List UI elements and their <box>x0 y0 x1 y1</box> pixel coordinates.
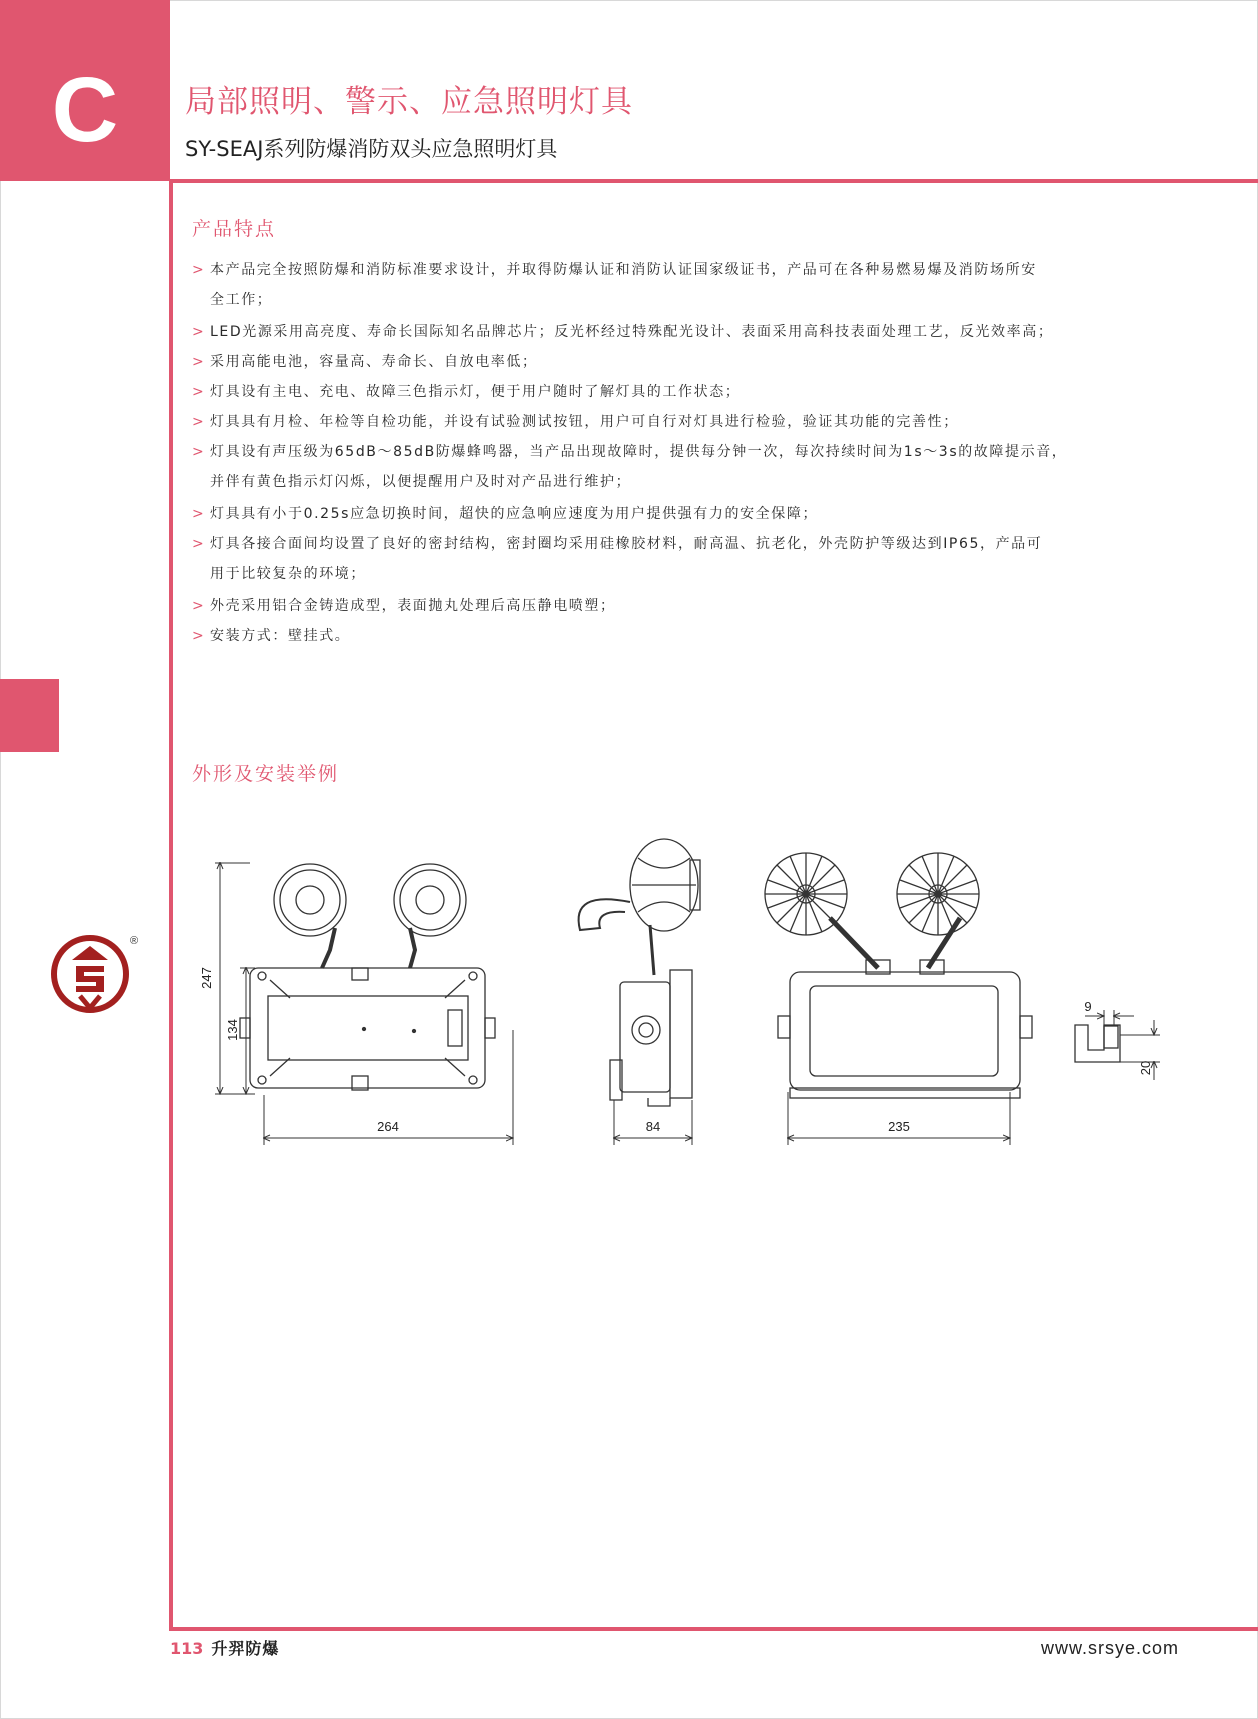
list-marker: > <box>192 354 206 370</box>
list-marker: > <box>192 324 206 340</box>
list-marker: > <box>192 262 206 278</box>
page-title: 局部照明、警示、应急照明灯具 <box>185 84 633 120</box>
section-tab-block <box>0 0 170 181</box>
feature-text: 外壳采用铝合金铸造成型，表面抛丸处理后高压静电喷塑； <box>210 598 616 614</box>
company-logo <box>50 932 140 1014</box>
feature-text: 灯具具有月检、年检等自检功能，并设有试验测试按钮，用户可自行对灯具进行检验，验证其功能的完善性； <box>210 414 959 430</box>
installation-heading: 外形及安装举例 <box>192 763 340 785</box>
page-footer <box>170 1637 279 1661</box>
feature-text: 安装方式：壁挂式。 <box>210 628 351 644</box>
page-subtitle: SY-SEAJ系列防爆消防双头应急照明灯具 <box>185 137 558 161</box>
footer-website[interactable]: www.srsye.com <box>1040 1638 1179 1658</box>
footer-divider <box>170 1627 1258 1631</box>
dim-bracket-width: 9 <box>1084 999 1092 1014</box>
features-list <box>192 255 1192 651</box>
dim-side-width: 84 <box>645 1119 661 1134</box>
front-view <box>240 864 495 1090</box>
front-housing <box>250 968 485 1088</box>
list-marker: > <box>192 414 206 430</box>
feature-text: LED光源采用高亮度、寿命长国际知名品牌芯片；反光杯经过特殊配光设计、表面采用高科技表面处理工艺，反光效率高； <box>210 324 1054 340</box>
logo-roof <box>72 946 108 960</box>
list-marker: > <box>192 536 206 552</box>
installation-drawing <box>170 830 1258 1150</box>
list-item <box>192 621 1192 651</box>
list-item <box>192 407 1192 437</box>
list-item <box>192 591 1192 621</box>
list-item <box>192 255 1192 315</box>
dim-front-width: 264 <box>377 1119 399 1134</box>
header-divider <box>170 179 1258 183</box>
list-marker: > <box>192 628 206 644</box>
footer-brand: 升羿防爆 <box>211 1639 280 1658</box>
bracket-detail <box>1075 1025 1120 1062</box>
list-item <box>192 317 1192 347</box>
list-item <box>192 437 1192 497</box>
side-index-tab <box>0 679 59 752</box>
page-number: 113 <box>170 1639 204 1658</box>
feature-text-cont: 用于比较复杂的环境； <box>210 566 366 582</box>
list-item <box>192 499 1192 529</box>
feature-text: 灯具设有声压级为65dB～85dB防爆蜂鸣器，当产品出现故障时，提供每分钟一次，每次持续时间为1s～3s的故障提示音， <box>210 444 1068 460</box>
section-letter: C <box>51 59 119 161</box>
list-item <box>192 347 1192 377</box>
dim-front-height: 247 <box>199 967 214 989</box>
feature-text: 采用高能电池，容量高、寿命长、自放电率低； <box>210 354 538 370</box>
feature-text: 本产品完全按照防爆和消防标准要求设计，并取得防爆认证和消防认证国家级证书，产品可在各种易燃易爆及消防场所安 <box>210 262 1037 278</box>
registered-mark: ® <box>130 935 139 947</box>
features-heading: 产品特点 <box>192 218 277 240</box>
back-view <box>765 853 1032 1098</box>
feature-text: 灯具各接合面间均设置了良好的密封结构，密封圈均采用硅橡胶材料，耐高温、抗老化，外壳防护等级达到IP65，产品可 <box>210 536 1043 552</box>
lamp-head-left <box>274 864 346 936</box>
logo-v <box>80 996 100 1008</box>
list-marker: > <box>192 384 206 400</box>
lamp-head-right <box>394 864 466 936</box>
feature-text-cont: 并伴有黄色指示灯闪烁，以便提醒用户及时对产品进行维护； <box>210 474 632 490</box>
feature-text: 灯具具有小于0.25s应急切换时间，超快的应急响应速度为用户提供强有力的安全保障； <box>210 506 819 522</box>
list-marker: > <box>192 598 206 614</box>
logo-mark <box>76 966 104 992</box>
list-marker: > <box>192 506 206 522</box>
feature-text: 灯具设有主电、充电、故障三色指示灯，便于用户随时了解灯具的工作状态； <box>210 384 741 400</box>
dim-front-body-height: 134 <box>225 1019 240 1041</box>
feature-text-cont: 全工作； <box>210 292 273 308</box>
back-housing <box>790 972 1020 1090</box>
list-item <box>192 529 1192 589</box>
list-marker: > <box>192 444 206 460</box>
side-view <box>579 839 700 1106</box>
dim-bracket-height: 20 <box>1138 1060 1153 1076</box>
list-item <box>192 377 1192 407</box>
dim-back-width: 235 <box>888 1119 910 1134</box>
